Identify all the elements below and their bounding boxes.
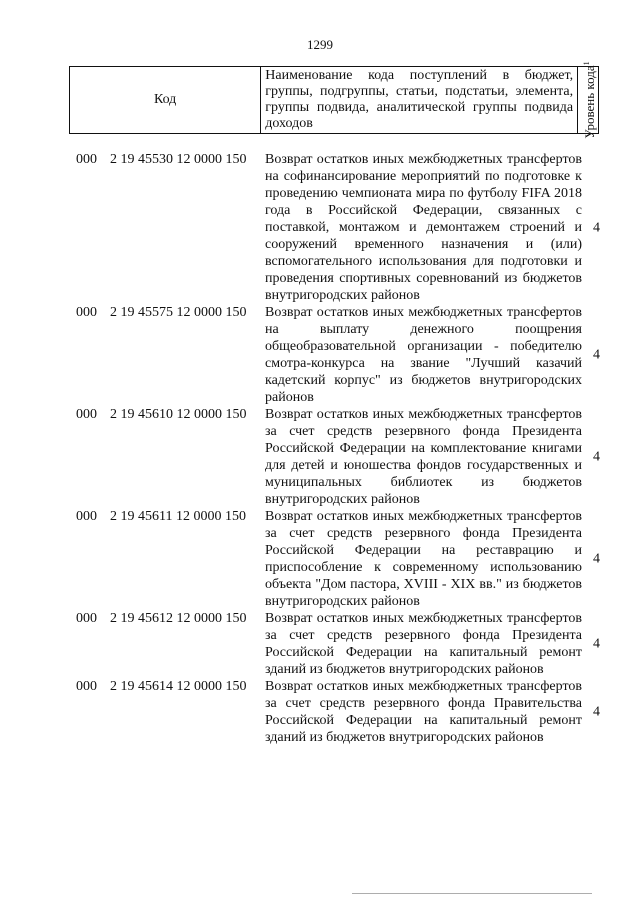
- row-prefix: 000: [76, 611, 97, 626]
- header-name-column: [261, 67, 578, 133]
- row-code: 2 19 45612 12 0000 150: [110, 611, 247, 626]
- row-level: 4: [593, 704, 600, 720]
- row-prefix: 000: [76, 407, 97, 422]
- header-level-footnote: 1: [581, 61, 591, 66]
- row-code: 2 19 45614 12 0000 150: [110, 679, 247, 694]
- header-level-label-wrap: [580, 61, 596, 138]
- row-level: 4: [593, 449, 600, 465]
- row-level: 4: [593, 636, 600, 652]
- header-level-label: Уровень кода: [582, 65, 598, 139]
- row-prefix: 000: [76, 509, 97, 524]
- table-row: [0, 610, 640, 678]
- table-row: [0, 151, 640, 304]
- header-code-column: [70, 67, 261, 133]
- row-level: 4: [593, 551, 600, 567]
- row-level: 4: [593, 347, 600, 363]
- row-prefix: 000: [76, 679, 97, 694]
- row-code: 2 19 45575 12 0000 150: [110, 305, 247, 320]
- header-level-column: [578, 61, 598, 139]
- row-code: 2 19 45530 12 0000 150: [110, 152, 247, 167]
- row-name: Возврат остатков иных межбюджетных трансфертов за счет средств резервного фонда Президента Российской Федерации на капитальный ремонт зданий из бюджетов внутригородских районов: [265, 611, 582, 677]
- row-prefix: 000: [76, 152, 97, 167]
- row-name: Возврат остатков иных межбюджетных трансфертов за счет средств резервного фонда Президента Российской Федерации на комплектование книгами для детей и юношества фондов государственных и муниципальных библиотек из бюджетов внутригородских районов: [265, 407, 582, 507]
- header-name-label: Наименование кода поступлений в бюджет, группы, подгруппы, статьи, подстатьи, элемента, группы подвида, аналитической группы подвида доходов: [265, 68, 574, 131]
- page-number: 1299: [307, 37, 333, 52]
- table-header: [69, 61, 599, 139]
- table-body: [0, 151, 640, 746]
- row-code: 2 19 45610 12 0000 150: [110, 407, 247, 422]
- table-row: [0, 406, 640, 508]
- row-name: Возврат остатков иных межбюджетных трансфертов за счет средств резервного фонда Президента Российской Федерации на реставрацию и приспособление к современному использованию объекта "Дом пастора, XVIII - XIX вв." из бюджетов внутригородских районов: [265, 509, 582, 609]
- row-code: 2 19 45611 12 0000 150: [110, 509, 246, 524]
- table-row: [0, 304, 640, 406]
- row-name: Возврат остатков иных межбюджетных трансфертов на выплату денежного поощрения общеобразовательной организации - победителю смотра-конкурса на звание "Лучший казачий кадетский корпус" из бюджетов внутригородских районов: [265, 305, 582, 405]
- header-code-label: Код: [153, 92, 177, 107]
- row-prefix: 000: [76, 305, 97, 320]
- row-name: Возврат остатков иных межбюджетных трансфертов на софинансирование мероприятий по подготовке к проведению чемпионата мира по футболу FIFA 2018 года в Российской Федерации, связанных с поставкой, монтажом и демонтажем строений и сооружений временного назначения и (или) вспомогательного использования для подготовки и проведения спортивных соревнований из бюджетов внутригородских районов: [265, 152, 582, 303]
- table-row: [0, 678, 640, 746]
- footer-scan-line: [352, 893, 592, 894]
- row-name: Возврат остатков иных межбюджетных трансфертов за счет средств резервного фонда Правительства Российской Федерации на капитальный ремонт зданий из бюджетов внутригородских районов: [265, 679, 582, 745]
- row-level: 4: [593, 220, 600, 235]
- table-row: [0, 508, 640, 610]
